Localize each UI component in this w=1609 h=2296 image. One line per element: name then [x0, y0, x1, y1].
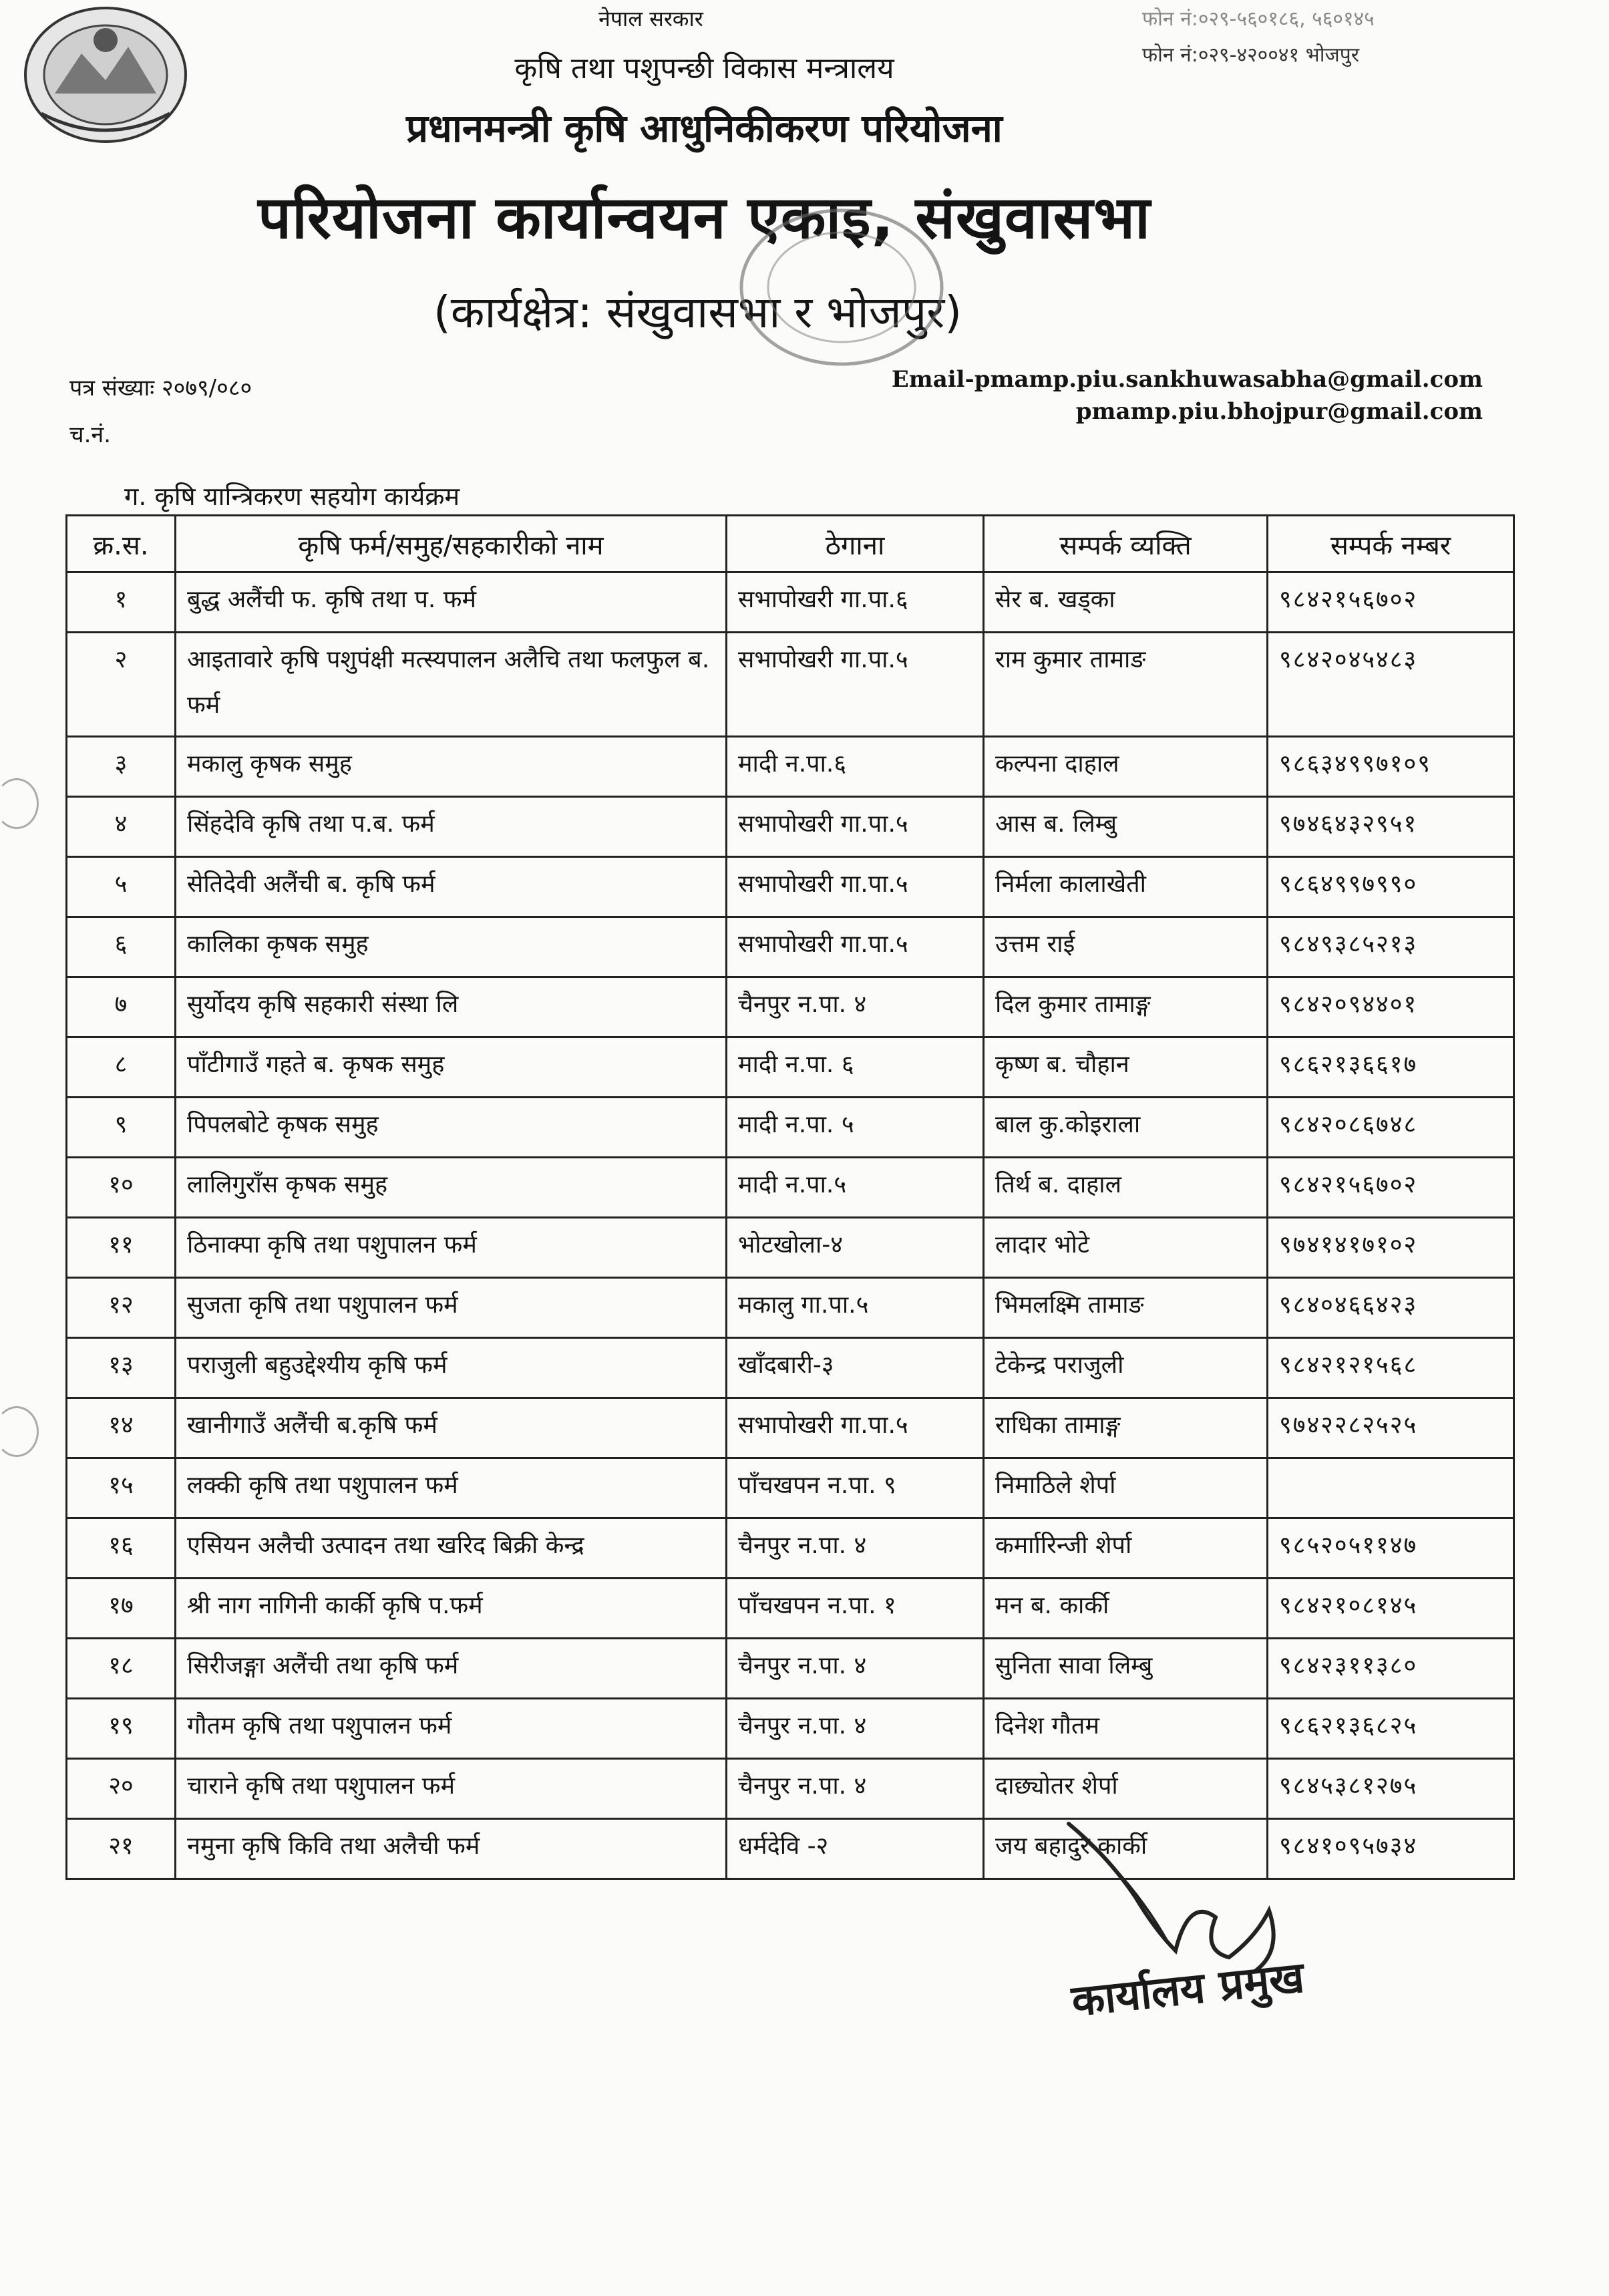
table-row [67, 1398, 1514, 1458]
cell-farm-name: पिपलबोटे कृषक समुह [176, 1098, 727, 1158]
cell-farm-name: ठिनाक्पा कृषि तथा पशुपालन फर्म [176, 1218, 727, 1278]
farm-list-table [65, 514, 1515, 1880]
cell-farm-name: सिरीजङ्गा अलैंची तथा कृषि फर्म [176, 1639, 727, 1699]
cell-farm-name: गौतम कृषि तथा पशुपालन फर्म [176, 1699, 727, 1759]
cell-contact-number: ९८४२०४५४८३ [1268, 633, 1514, 737]
punch-hole [0, 1406, 39, 1457]
cell-serial: १२ [67, 1278, 176, 1338]
cell-address: चैनपुर न.पा. ४ [727, 977, 984, 1037]
cell-contact-number: ९८४२०९४४०१ [1268, 977, 1514, 1037]
col-address: ठेगाना [727, 516, 984, 572]
cell-contact-person: भिमलक्ष्मि तामाङ [984, 1278, 1268, 1338]
cell-contact-person: जय बहादुर कार्की [984, 1819, 1268, 1879]
cell-address: खाँदबारी-३ [727, 1338, 984, 1398]
table-row [67, 857, 1514, 917]
table-row [67, 1579, 1514, 1639]
cell-address: चैनपुर न.पा. ४ [727, 1699, 984, 1759]
table-row [67, 1218, 1514, 1278]
cell-serial: २ [67, 633, 176, 737]
cell-farm-name: सिंहदेवि कृषि तथा प.ब. फर्म [176, 797, 727, 857]
table-row [67, 977, 1514, 1037]
ministry-name: कृषि तथा पशुपन्छी विकास मन्त्रालय [514, 51, 894, 86]
cell-address: मादी न.पा. ६ [727, 1037, 984, 1098]
cell-serial: २१ [67, 1819, 176, 1879]
table-row [67, 1338, 1514, 1398]
cell-address: भोटखोला-४ [727, 1218, 984, 1278]
cell-farm-name: पराजुली बहुउद्देश्यीय कृषि फर्म [176, 1338, 727, 1398]
cell-serial: ११ [67, 1218, 176, 1278]
cell-contact-number: ९८४९३८५२१३ [1268, 917, 1514, 977]
cell-contact-number [1268, 1458, 1514, 1518]
cell-address: मादी न.पा.६ [727, 737, 984, 797]
cell-contact-number: ९८६२१३६६१७ [1268, 1037, 1514, 1098]
cell-contact-number: ९८६४९९७९९० [1268, 857, 1514, 917]
cell-address: मादी न.पा.५ [727, 1158, 984, 1218]
cell-address: पाँचखपन न.पा. १ [727, 1579, 984, 1639]
cell-serial: ६ [67, 917, 176, 977]
cell-serial: १६ [67, 1518, 176, 1579]
table-row [67, 633, 1514, 737]
table-row [67, 1639, 1514, 1699]
cell-farm-name: सुर्योदय कृषि सहकारी संस्था लि [176, 977, 727, 1037]
cell-address: सभापोखरी गा.पा.५ [727, 1398, 984, 1458]
cell-serial: १ [67, 572, 176, 633]
cell-contact-person: टेकेन्द्र पराजुली [984, 1338, 1268, 1398]
cell-address: मकालु गा.पा.५ [727, 1278, 984, 1338]
cell-contact-person: सेर ब. खड्का [984, 572, 1268, 633]
cell-contact-number: ९७४६४३२९५१ [1268, 797, 1514, 857]
cell-contact-person: दाछ्योतर शेर्पा [984, 1759, 1268, 1819]
cell-farm-name: नमुना कृषि किवि तथा अलैची फर्म [176, 1819, 727, 1879]
cell-farm-name: चाराने कृषि तथा पशुपालन फर्म [176, 1759, 727, 1819]
punch-hole [0, 778, 39, 829]
letter-number: पत्र संख्याः २०७९/०८० [69, 375, 252, 401]
cell-contact-number: ९८४२१२१५६८ [1268, 1338, 1514, 1398]
cell-contact-number: ९८४२१०८१४५ [1268, 1579, 1514, 1639]
phone-sankhuwasabha: फोन नं:०२९-५६०१८६, ५६०१४५ [1142, 7, 1375, 31]
cell-contact-person: दिनेश गौतम [984, 1699, 1268, 1759]
cell-contact-person: राम कुमार तामाङ [984, 633, 1268, 737]
cell-contact-person: दिल कुमार तामाङ्ग [984, 977, 1268, 1037]
cell-address: धर्मदेवि -२ [727, 1819, 984, 1879]
cell-serial: ९ [67, 1098, 176, 1158]
cell-address: सभापोखरी गा.पा.५ [727, 917, 984, 977]
cell-farm-name: पाँटीगाउँ गहते ब. कृषक समुह [176, 1037, 727, 1098]
cell-contact-person: बाल कु.कोइराला [984, 1098, 1268, 1158]
cell-contact-number: ९८४२१५६७०२ [1268, 572, 1514, 633]
project-name: प्रधानमन्त्री कृषि आधुनिकीकरण परियोजना [406, 106, 1003, 151]
cell-contact-person: मन ब. कार्की [984, 1579, 1268, 1639]
cell-address: चैनपुर न.पा. ४ [727, 1759, 984, 1819]
cell-contact-person: निर्मला कालाखेती [984, 857, 1268, 917]
cell-farm-name: खानीगाउँ अलैंची ब.कृषि फर्म [176, 1398, 727, 1458]
office-stamp [695, 200, 989, 374]
cell-address: सभापोखरी गा.पा.५ [727, 633, 984, 737]
cell-contact-number: ९७४१४१७१०२ [1268, 1218, 1514, 1278]
cell-contact-person: लादार भोटे [984, 1218, 1268, 1278]
col-farm-name: कृषि फर्म/समुह/सहकारीको नाम [176, 516, 727, 572]
dispatch-number: च.नं. [69, 422, 112, 448]
government-name: नेपाल सरकार [598, 6, 703, 31]
cell-contact-person: राधिका तामाङ्ग [984, 1398, 1268, 1458]
table-header-row [67, 516, 1514, 572]
cell-contact-person: निमाठिले शेर्पा [984, 1458, 1268, 1518]
cell-contact-number: ९८४५३८१२७५ [1268, 1759, 1514, 1819]
cell-farm-name: कालिका कृषक समुह [176, 917, 727, 977]
cell-serial: ८ [67, 1037, 176, 1098]
cell-contact-person: तिर्थ ब. दाहाल [984, 1158, 1268, 1218]
cell-farm-name: लक्की कृषि तथा पशुपालन फर्म [176, 1458, 727, 1518]
cell-farm-name: श्री नाग नागिनी कार्की कृषि प.फर्म [176, 1579, 727, 1639]
cell-contact-number: ९८६३४९९७१०९ [1268, 737, 1514, 797]
table-row [67, 1037, 1514, 1098]
cell-contact-person: कल्पना दाहाल [984, 737, 1268, 797]
table-row [67, 737, 1514, 797]
table-row [67, 1518, 1514, 1579]
cell-farm-name: सेतिदेवी अलैंची ब. कृषि फर्म [176, 857, 727, 917]
phone-bhojpur: फोन नं:०२९-४२००४१ भोजपुर [1142, 43, 1360, 67]
cell-serial: १० [67, 1158, 176, 1218]
cell-address: सभापोखरी गा.पा.६ [727, 572, 984, 633]
cell-contact-person: सुनिता सावा लिम्बु [984, 1639, 1268, 1699]
cell-address: सभापोखरी गा.पा.५ [727, 797, 984, 857]
cell-farm-name: बुद्ध अलैंची फ. कृषि तथा प. फर्म [176, 572, 727, 633]
cell-serial: १३ [67, 1338, 176, 1398]
cell-address: चैनपुर न.पा. ४ [727, 1639, 984, 1699]
cell-contact-number: ९८५२०५११४७ [1268, 1518, 1514, 1579]
unit-name: परियोजना कार्यान्वयन एकाइ, संखुवासभा [258, 183, 1151, 252]
cell-serial: १४ [67, 1398, 176, 1458]
cell-contact-number: ९८४१०९५७३४ [1268, 1819, 1514, 1879]
email-sankhuwasabha[interactable]: Email-pmamp.piu.sankhuwasabha@gmail.com [891, 366, 1483, 393]
cell-farm-name: मकालु कृषक समुह [176, 737, 727, 797]
cell-serial: १८ [67, 1639, 176, 1699]
table-row [67, 1098, 1514, 1158]
table-row [67, 1759, 1514, 1819]
cell-contact-number: ९८४२१५६७०२ [1268, 1158, 1514, 1218]
cell-serial: ३ [67, 737, 176, 797]
cell-farm-name: सुजता कृषि तथा पशुपालन फर्म [176, 1278, 727, 1338]
table-row [67, 1278, 1514, 1338]
cell-contact-person: कृष्ण ब. चौहान [984, 1037, 1268, 1098]
col-contact-number: सम्पर्क नम्बर [1268, 516, 1514, 572]
cell-contact-number: ९८४०४६६४२३ [1268, 1278, 1514, 1338]
cell-farm-name: आइतावारे कृषि पशुपंक्षी मत्स्यपालन अलैचि तथा फलफुल ब. फर्म [176, 633, 727, 737]
cell-address: पाँचखपन न.पा. ९ [727, 1458, 984, 1518]
table-row [67, 1699, 1514, 1759]
signature [1055, 1817, 1389, 1977]
cell-contact-person: आस ब. लिम्बु [984, 797, 1268, 857]
cell-serial: ७ [67, 977, 176, 1037]
work-area: (कार्यक्षेत्र: संखुवासभा र भोजपुर) [433, 287, 962, 338]
cell-serial: १९ [67, 1699, 176, 1759]
cell-contact-number: ९८४२०८६७४८ [1268, 1098, 1514, 1158]
table-row [67, 572, 1514, 633]
cell-serial: ४ [67, 797, 176, 857]
cell-farm-name: एसियन अलैची उत्पादन तथा खरिद बिक्री केन्द्र [176, 1518, 727, 1579]
cell-serial: १५ [67, 1458, 176, 1518]
cell-serial: २० [67, 1759, 176, 1819]
section-title: ग. कृषि यान्त्रिकरण सहयोग कार्यक्रम [124, 482, 460, 511]
email-bhojpur[interactable]: pmamp.piu.bhojpur@gmail.com [1075, 398, 1483, 425]
table-row [67, 917, 1514, 977]
cell-address: सभापोखरी गा.पा.५ [727, 857, 984, 917]
cell-serial: १७ [67, 1579, 176, 1639]
table-row [67, 1458, 1514, 1518]
signatory-title: कार्यालय प्रमुख [1069, 1953, 1307, 2027]
col-serial: क्र.स. [67, 516, 176, 572]
cell-serial: ५ [67, 857, 176, 917]
cell-address: चैनपुर न.पा. ४ [727, 1518, 984, 1579]
cell-contact-person: उत्तम राई [984, 917, 1268, 977]
cell-contact-number: ९८४२३११३८० [1268, 1639, 1514, 1699]
cell-address: मादी न.पा. ५ [727, 1098, 984, 1158]
col-contact-person: सम्पर्क व्यक्ति [984, 516, 1268, 572]
table-row [67, 1158, 1514, 1218]
cell-contact-number: ९८६२१३६८२५ [1268, 1699, 1514, 1759]
cell-contact-person: कर्माारिन्जी शेर्पा [984, 1518, 1268, 1579]
table-row [67, 797, 1514, 857]
cell-contact-number: ९७४२२८२५२५ [1268, 1398, 1514, 1458]
cell-farm-name: लालिगुराँस कृषक समुह [176, 1158, 727, 1218]
